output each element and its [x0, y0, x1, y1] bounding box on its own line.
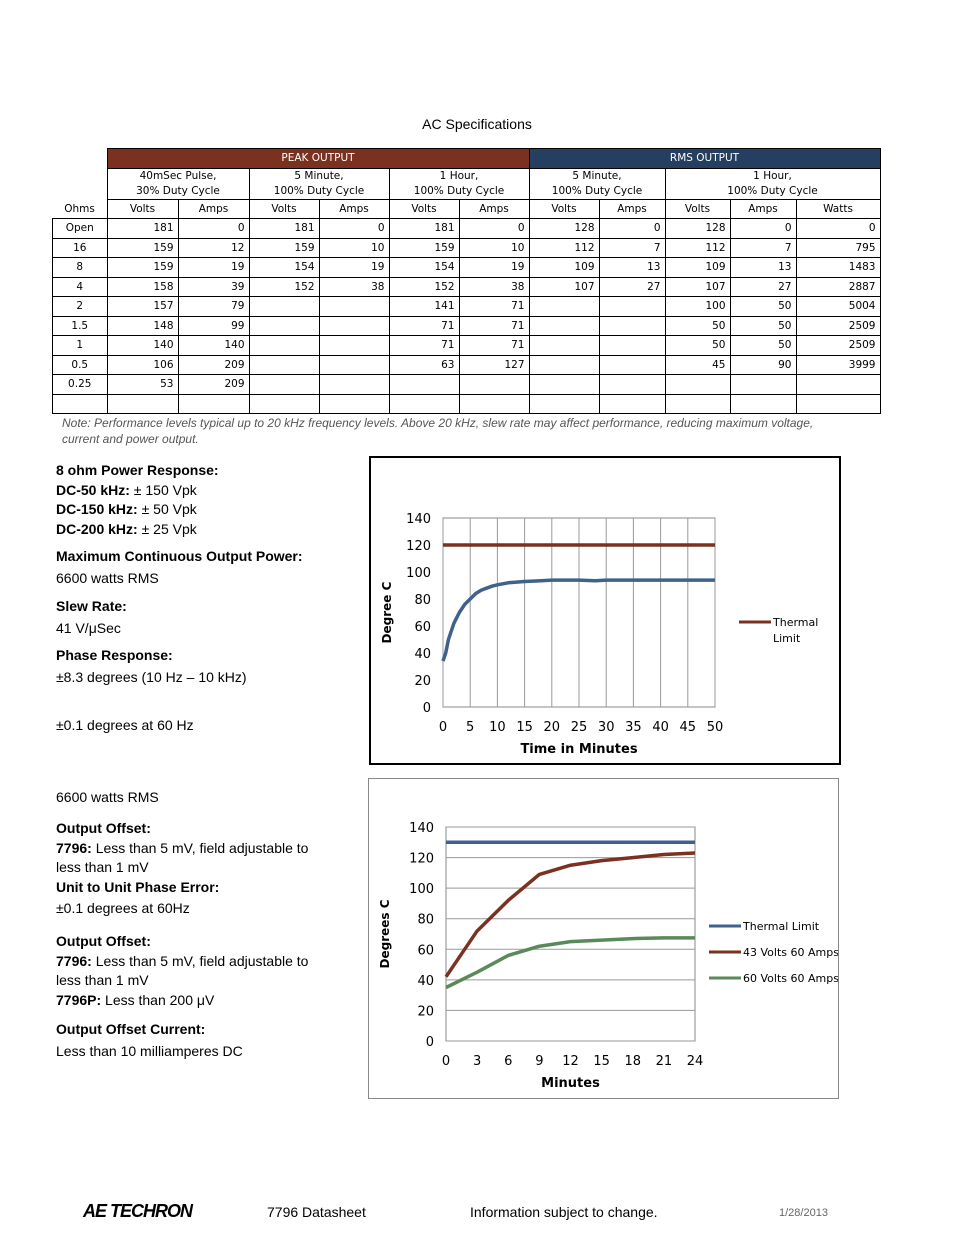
table-cell [319, 316, 389, 336]
y-tick-label: 120 [406, 539, 431, 554]
table-cell [599, 394, 665, 414]
power-response-title: 8 ohm Power Response: [56, 462, 219, 478]
table-cell: 53 [107, 375, 178, 395]
legend-label: 43 Volts 60 Amps [743, 946, 838, 959]
table-cell: 71 [389, 336, 459, 356]
table-cell: 71 [459, 316, 529, 336]
table-cell: 63 [389, 355, 459, 375]
table-cell: 0 [178, 219, 249, 239]
x-tick-label: 20 [543, 720, 561, 735]
table-cell: 100 [665, 297, 730, 317]
table-cell: 152 [249, 277, 319, 297]
table-cell: 19 [319, 258, 389, 278]
x-tick-label: 24 [686, 1054, 704, 1069]
group-header [249, 168, 389, 199]
table-cell [249, 316, 319, 336]
y-tick-label: 140 [406, 512, 431, 527]
ohms-cell: 4 [53, 277, 108, 297]
table-cell: 0 [319, 219, 389, 239]
y-tick-label: 0 [422, 701, 431, 716]
x-tick-label: 0 [438, 720, 448, 735]
ac-spec-table [52, 148, 881, 414]
phase-60-value: ±0.1 degrees at 60 Hz [56, 717, 194, 733]
x-tick-label: 15 [593, 1054, 610, 1069]
group-label: 1 Hour, 100% Duty Cycle [413, 169, 505, 197]
dc50-label: DC-50 kHz: [56, 481, 130, 498]
table-cell [249, 297, 319, 317]
page-title: AC Specifications [422, 116, 532, 132]
table-row [53, 238, 881, 258]
offset2-7796p-label: 7796P: [56, 991, 102, 1008]
offset2-title: Output Offset: [56, 933, 151, 949]
x-tick-label: 9 [535, 1054, 544, 1069]
max-power-title: Maximum Continuous Output Power: [56, 548, 303, 564]
table-cell [665, 394, 730, 414]
rms-power-value: 6600 watts RMS [56, 789, 159, 805]
column-header: Volts [107, 199, 178, 219]
y-tick-label: 60 [417, 943, 434, 959]
table-cell: 13 [730, 258, 796, 278]
column-header: Ohms [64, 202, 95, 215]
dc200-label: DC-200 kHz: [56, 520, 138, 537]
table-cell [599, 297, 665, 317]
x-axis-label: Time in Minutes [520, 742, 638, 757]
table-cell: 50 [665, 336, 730, 356]
group-label: 5 Minute, 100% Duty Cycle [551, 169, 643, 197]
table-cell: 27 [730, 277, 796, 297]
table-cell: 112 [529, 238, 599, 258]
table-cell: 19 [178, 258, 249, 278]
y-tick-label: 20 [417, 1004, 434, 1020]
table-cell [796, 394, 880, 414]
table-cell: 0 [599, 219, 665, 239]
y-tick-label: 80 [417, 912, 434, 928]
table-cell: 181 [107, 219, 178, 239]
table-cell [178, 394, 249, 414]
column-header-row [53, 199, 881, 219]
table-cell [599, 316, 665, 336]
table-row [53, 258, 881, 278]
table-cell: 2509 [796, 336, 880, 356]
table-cell: 90 [730, 355, 796, 375]
y-tick-label: 40 [414, 647, 431, 662]
table-cell: 109 [529, 258, 599, 278]
phase-error-value: ±0.1 degrees at 60Hz [56, 900, 190, 916]
table-cell: 159 [107, 238, 178, 258]
offset-7796-value: Less than 5 mV, field adjustable to less than 1 mV [56, 839, 309, 875]
table-cell: 0 [459, 219, 529, 239]
slew-title: Slew Rate: [56, 598, 127, 614]
table-cell: 127 [459, 355, 529, 375]
table-cell [730, 394, 796, 414]
table-cell: 38 [319, 277, 389, 297]
table-cell [319, 336, 389, 356]
x-tick-label: 10 [489, 720, 506, 735]
table-cell: 39 [178, 277, 249, 297]
table-cell [389, 375, 459, 395]
table-cell: 181 [389, 219, 459, 239]
table-cell: 140 [178, 336, 249, 356]
table-cell: 7 [599, 238, 665, 258]
table-cell: 99 [178, 316, 249, 336]
x-tick-label: 30 [597, 720, 615, 735]
x-tick-label: 40 [652, 720, 669, 735]
table-cell [319, 297, 389, 317]
table-cell: 140 [107, 336, 178, 356]
phase-value: ±8.3 degrees (10 Hz – 10 kHz) [56, 668, 247, 685]
x-tick-label: 6 [504, 1054, 513, 1069]
table-cell [599, 355, 665, 375]
thermal-chart-svg [371, 458, 839, 763]
x-tick-label: 50 [706, 720, 724, 735]
footer-date: 1/28/2013 [779, 1207, 828, 1219]
y-axis-label: Degrees C [378, 899, 392, 969]
table-cell: 27 [599, 277, 665, 297]
ohms-cell: 16 [53, 238, 108, 258]
slew-block [56, 597, 127, 638]
column-header: Volts [249, 199, 319, 219]
x-tick-label: 15 [516, 720, 533, 735]
y-axis-label: Degree C [380, 581, 394, 644]
column-header: Volts [665, 199, 730, 219]
table-cell: 181 [249, 219, 319, 239]
table-cell: 795 [796, 238, 880, 258]
table-cell: 50 [665, 316, 730, 336]
x-tick-label: 3 [472, 1054, 482, 1069]
table-cell [107, 394, 178, 414]
y-tick-label: 60 [414, 620, 431, 635]
legend-label: Limit [773, 632, 801, 645]
x-tick-label: 21 [655, 1054, 673, 1069]
offset-current-title: Output Offset Current: [56, 1021, 206, 1037]
phase-title: Phase Response: [56, 647, 173, 663]
x-tick-label: 0 [441, 1054, 451, 1069]
group-label: 1 Hour, 100% Duty Cycle [727, 169, 818, 197]
rms-output-header: RMS OUTPUT [529, 149, 880, 169]
dc150-label: DC-150 kHz: [56, 501, 138, 517]
column-header: Amps [599, 199, 665, 219]
table-row [53, 375, 881, 395]
power-response-block [56, 461, 219, 539]
x-tick-label: 25 [570, 720, 588, 735]
table-cell [319, 375, 389, 395]
table-cell: 152 [389, 277, 459, 297]
table-cell: 154 [389, 258, 459, 278]
peak-output-header: PEAK OUTPUT [107, 149, 529, 169]
table-cell [599, 375, 665, 395]
table-cell: 159 [389, 238, 459, 258]
table-cell: 38 [459, 277, 529, 297]
offset-block [56, 819, 336, 919]
table-cell: 5004 [796, 297, 880, 317]
table-cell [249, 355, 319, 375]
legend-label: Thermal [773, 616, 819, 629]
table-row [53, 316, 881, 336]
table-cell [249, 375, 319, 395]
table-body [53, 219, 881, 414]
table-cell [665, 375, 730, 395]
table-cell: 159 [249, 238, 319, 258]
ohms-cell: Open [53, 219, 108, 239]
y-tick-label: 100 [409, 882, 434, 898]
table-cell: 71 [459, 336, 529, 356]
offset-current-value: Less than 10 milliamperes DC [56, 1042, 243, 1059]
ohms-cell: 2 [53, 297, 108, 317]
dc200-value: ± 25 Vpk [137, 520, 197, 537]
table-cell: 157 [107, 297, 178, 317]
table-cell [319, 355, 389, 375]
table-cell: 2509 [796, 316, 880, 336]
table-cell: 0 [730, 219, 796, 239]
table-row [53, 277, 881, 297]
table-cell: 71 [389, 316, 459, 336]
footer-info: Information subject to change. [470, 1204, 658, 1220]
table-cell [796, 375, 880, 395]
table-row [53, 336, 881, 356]
table-cell [529, 375, 599, 395]
y-tick-label: 80 [414, 593, 431, 608]
column-header: Amps [178, 199, 249, 219]
table-cell: 141 [389, 297, 459, 317]
table-cell: 158 [107, 277, 178, 297]
table-cell [249, 394, 319, 414]
group-header [665, 168, 880, 199]
y-tick-label: 140 [409, 821, 434, 836]
table-cell: 1483 [796, 258, 880, 278]
table-cell: 71 [459, 297, 529, 317]
x-tick-label: 18 [624, 1054, 642, 1069]
table-cell [459, 394, 529, 414]
table-cell: 209 [178, 375, 249, 395]
table-cell: 159 [107, 258, 178, 278]
y-tick-label: 120 [409, 851, 434, 867]
legend-label: 60 Volts 60 Amps [743, 972, 838, 985]
table-row [53, 297, 881, 317]
ohms-cell: 1.5 [53, 316, 108, 336]
thermal-chart-minutes [368, 778, 839, 1099]
thermal-chart-time [369, 456, 841, 765]
table-cell: 10 [459, 238, 529, 258]
group-header [107, 168, 249, 199]
dc150-value: ± 50 Vpk [137, 501, 197, 517]
table-cell: 7 [730, 238, 796, 258]
table-cell: 13 [599, 258, 665, 278]
table-cell [529, 297, 599, 317]
x-axis-label: Minutes [541, 1076, 600, 1091]
table-row [53, 219, 881, 239]
column-header: Amps [459, 199, 529, 219]
table-cell: 50 [730, 336, 796, 356]
group-label: 5 Minute, 100% Duty Cycle [273, 169, 365, 197]
table-cell: 112 [665, 238, 730, 258]
ohms-cell: 8 [53, 258, 108, 278]
table-cell: 128 [529, 219, 599, 239]
table-cell: 106 [107, 355, 178, 375]
slew-value: 41 V/μSec [56, 619, 121, 636]
phase-block [56, 646, 247, 687]
table-cell [319, 394, 389, 414]
offset2-7796-label: 7796: [56, 952, 92, 969]
table-cell: 209 [178, 355, 249, 375]
table-cell: 109 [665, 258, 730, 278]
table-cell [730, 375, 796, 395]
x-tick-label: 5 [466, 720, 475, 735]
group-header [389, 168, 529, 199]
x-tick-label: 12 [562, 1054, 579, 1069]
footer-doc-name: 7796 Datasheet [267, 1204, 366, 1220]
table-cell [249, 336, 319, 356]
y-tick-label: 20 [414, 674, 431, 689]
offset-7796-label: 7796: [56, 839, 92, 856]
table-cell: 45 [665, 355, 730, 375]
max-power-value: 6600 watts RMS [56, 569, 159, 586]
max-power-block [56, 547, 303, 588]
ohms-cell: 0.25 [53, 375, 108, 395]
ohms-cell: 0.5 [53, 355, 108, 375]
ae-techron-logo: AE TECHRON [83, 1201, 193, 1221]
y-tick-label: 0 [425, 1035, 434, 1050]
y-tick-label: 100 [406, 566, 431, 581]
y-tick-label: 40 [417, 973, 434, 989]
table-cell [389, 394, 459, 414]
thermal-chart-svg [369, 779, 838, 1098]
table-cell: 2887 [796, 277, 880, 297]
table-cell [529, 355, 599, 375]
dc50-value: ± 150 Vpk [129, 481, 197, 498]
column-header: Amps [730, 199, 796, 219]
x-tick-label: 35 [625, 720, 642, 735]
offset2-7796-value: Less than 5 mV, field adjustable to less than 1 mV [56, 952, 309, 988]
table-row [53, 355, 881, 375]
column-header: Volts [529, 199, 599, 219]
offset-title: Output Offset: [56, 820, 151, 836]
table-cell [529, 394, 599, 414]
column-header: Amps [319, 199, 389, 219]
plot-area [446, 827, 695, 1041]
table-cell: 50 [730, 316, 796, 336]
column-header: Volts [389, 199, 459, 219]
offset2-7796p-value: Less than 200 μV [101, 991, 215, 1008]
table-cell: 107 [529, 277, 599, 297]
table-cell [599, 336, 665, 356]
legend-label: Thermal Limit [743, 920, 820, 933]
table-cell: 154 [249, 258, 319, 278]
table-cell: 148 [107, 316, 178, 336]
offset2-block [56, 932, 336, 1010]
table-cell: 107 [665, 277, 730, 297]
ohms-cell: 1 [53, 336, 108, 356]
column-header: Watts [796, 199, 880, 219]
offset-current-block [56, 1020, 243, 1061]
table-cell: 3999 [796, 355, 880, 375]
table-cell: 79 [178, 297, 249, 317]
table-row [53, 394, 881, 414]
table-cell [459, 375, 529, 395]
performance-note: Note: Performance levels typical up to 20 kHz frequency levels. Above 20 kHz, slew rate may affect performance, reducing maximum voltage, current and power output. [62, 416, 814, 446]
phase-error-title: Unit to Unit Phase Error: [56, 878, 220, 895]
group-label: 40mSec Pulse, 30% Duty Cycle [136, 169, 220, 197]
table-cell: 50 [730, 297, 796, 317]
table-cell: 12 [178, 238, 249, 258]
x-tick-label: 45 [679, 720, 697, 735]
table-cell [529, 336, 599, 356]
table-cell: 0 [796, 219, 880, 239]
table-cell: 128 [665, 219, 730, 239]
table-cell [529, 316, 599, 336]
table-cell: 10 [319, 238, 389, 258]
ohms-cell [53, 394, 108, 414]
table-cell: 19 [459, 258, 529, 278]
group-header [529, 168, 665, 199]
